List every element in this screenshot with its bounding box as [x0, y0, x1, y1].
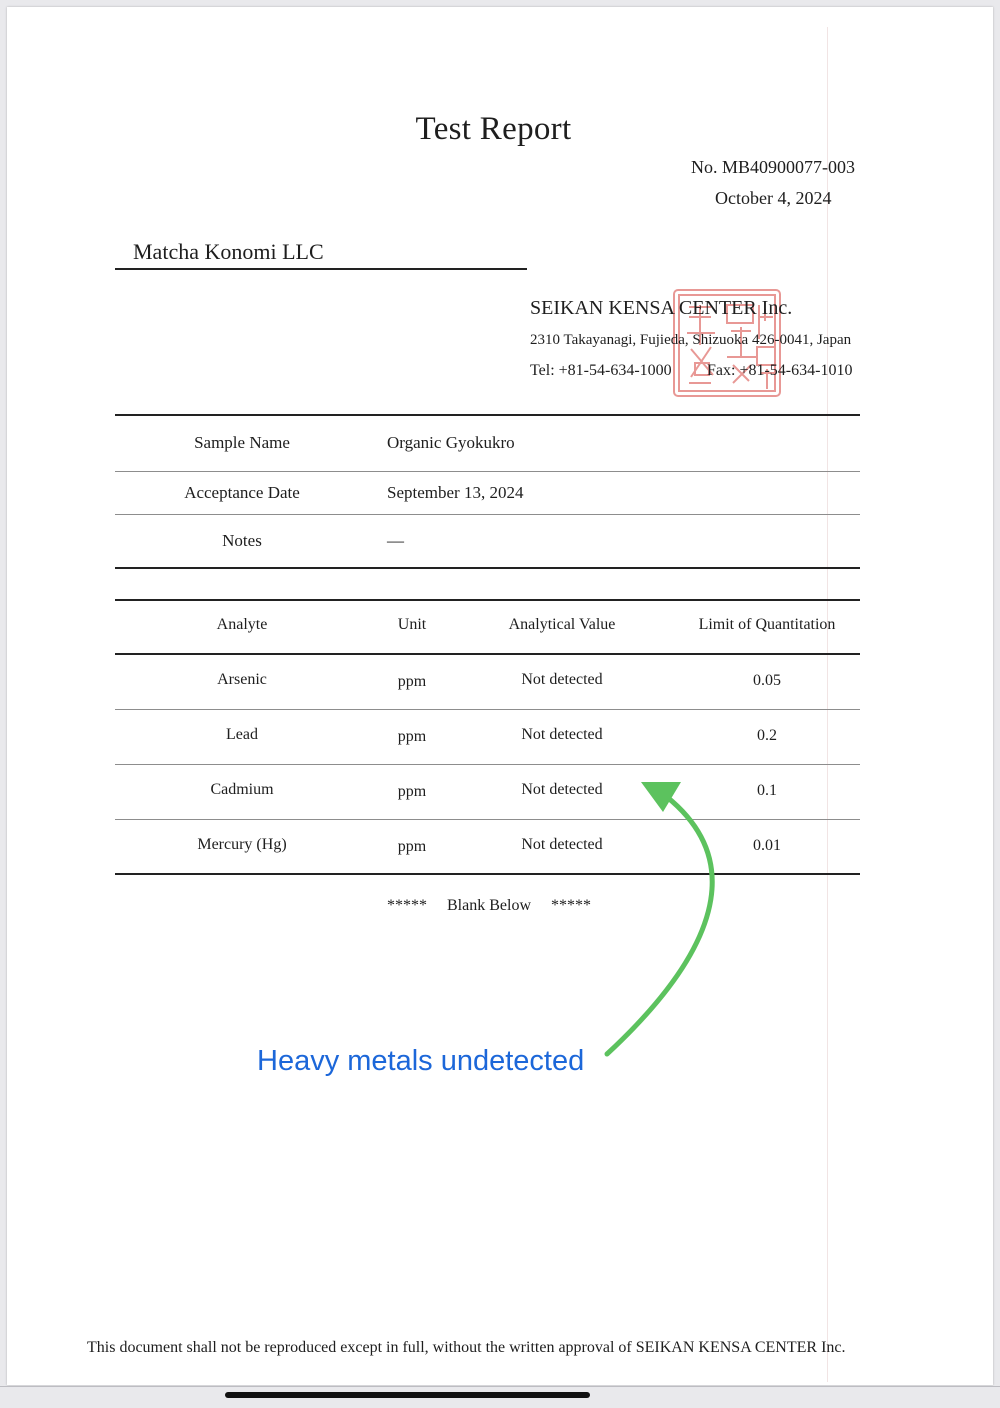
- value-cell: Not detected: [521, 781, 603, 798]
- blank-below-marker: [387, 897, 591, 915]
- home-indicator[interactable]: [225, 1392, 590, 1398]
- unit-cell: ppm: [397, 728, 427, 745]
- rule: [115, 819, 860, 820]
- sample-name-value: Organic Gyokukro: [387, 433, 515, 452]
- report-number: No. MB40900077-003: [691, 157, 856, 177]
- viewer-bottom-edge: [0, 1386, 1000, 1387]
- footer-disclaimer: This document shall not be reproduced except in full, without the written approval of SEIKAN KENSA CENTER Inc.: [87, 1339, 846, 1356]
- paper-crease: [827, 27, 828, 1382]
- unit-cell: ppm: [397, 673, 427, 690]
- acceptance-date-value: September 13, 2024: [387, 483, 524, 502]
- annotation-arrow: [597, 772, 737, 1062]
- value-cell: Not detected: [521, 671, 603, 688]
- sample-name-label: Sample Name: [194, 433, 290, 452]
- rule: [115, 599, 860, 601]
- rule: [115, 514, 860, 515]
- rule: [115, 709, 860, 710]
- loq-cell: 0.1: [757, 782, 777, 799]
- rule: [115, 414, 860, 416]
- rule: [115, 471, 860, 472]
- unit-cell: ppm: [397, 838, 427, 855]
- asterisks-right: *****: [551, 897, 591, 914]
- value-cell: Not detected: [521, 836, 603, 853]
- report-date: October 4, 2024: [715, 188, 832, 208]
- rule: [115, 653, 860, 655]
- rule: [115, 764, 860, 765]
- lab-fax: Fax: +81-54-634-1010: [707, 362, 853, 379]
- header-analytical-value: Analytical Value: [508, 616, 616, 633]
- acceptance-date-label: Acceptance Date: [184, 483, 300, 502]
- lab-address: 2310 Takayanagi, Fujieda, Shizuoka 426-0041, Japan: [530, 332, 852, 348]
- value-cell: Not detected: [521, 726, 603, 743]
- notes-label: Notes: [222, 531, 262, 550]
- rule: [115, 873, 860, 875]
- client-name: Matcha Konomi LLC: [133, 239, 324, 264]
- annotation-callout: Heavy metals undetected: [257, 1045, 585, 1077]
- lab-tel: Tel: +81-54-634-1000: [530, 362, 672, 379]
- blank-below-text: Blank Below: [447, 897, 531, 914]
- analyte-cell: Lead: [226, 726, 258, 743]
- report-page: [7, 7, 993, 1385]
- header-analyte: Analyte: [216, 616, 268, 633]
- asterisks-left: *****: [387, 897, 427, 914]
- analyte-cell: Mercury (Hg): [197, 836, 287, 853]
- lab-name: SEIKAN KENSA CENTER Inc.: [530, 297, 793, 319]
- loq-cell: 0.2: [757, 727, 777, 744]
- client-underline: [115, 268, 527, 270]
- header-limit-of-quantitation: Limit of Quantitation: [698, 616, 836, 633]
- notes-value: —: [387, 531, 404, 550]
- analyte-cell: Arsenic: [217, 671, 267, 688]
- report-title: Test Report: [415, 111, 572, 147]
- analyte-cell: Cadmium: [210, 781, 274, 798]
- unit-cell: ppm: [397, 783, 427, 800]
- header-unit: Unit: [397, 616, 427, 633]
- rule: [115, 567, 860, 569]
- loq-cell: 0.05: [753, 672, 781, 689]
- loq-cell: 0.01: [753, 837, 781, 854]
